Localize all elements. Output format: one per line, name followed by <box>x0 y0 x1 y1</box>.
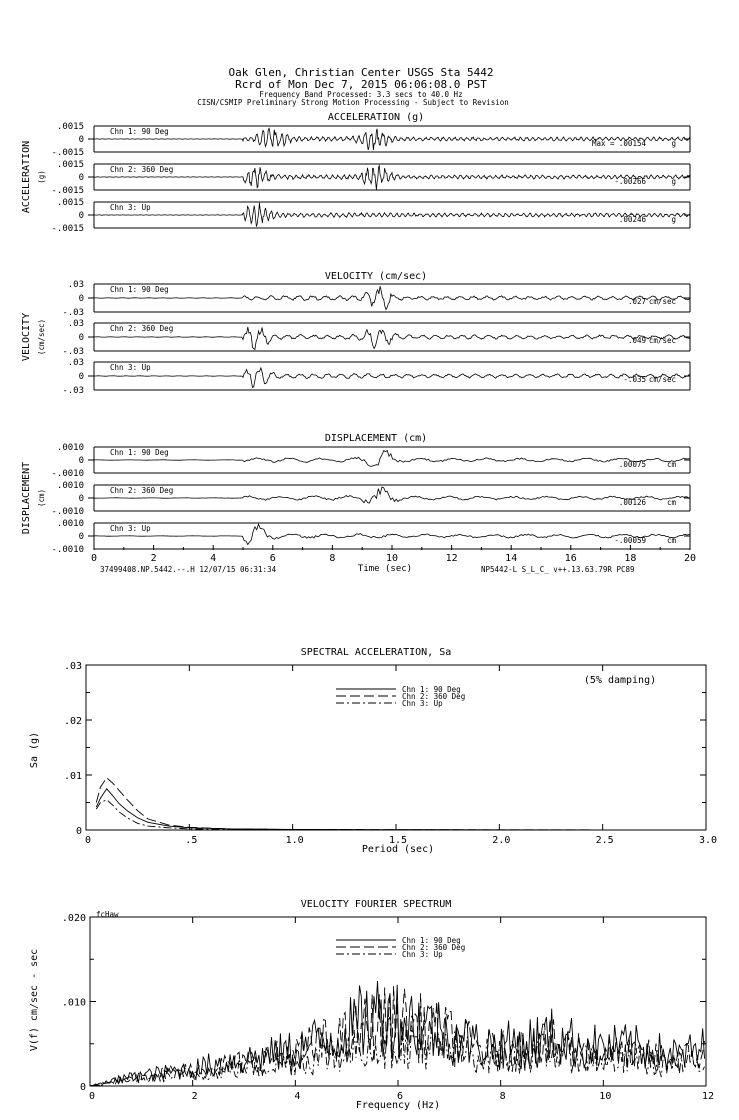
veloc-ytick-zero: 0 <box>78 372 84 382</box>
displ-ytick-top: .0010 <box>56 519 84 529</box>
veloc-channel-label: Chn 2: 360 Deg <box>110 324 174 333</box>
spectral-xtick-label: 0 <box>84 835 92 846</box>
accel-channel-peak: .00246 <box>618 215 646 224</box>
displ-channel-unit: cm <box>666 536 676 545</box>
fourier-xtick-label: 2 <box>191 1091 198 1102</box>
veloc-side-unit: (cm/sec) <box>37 318 46 356</box>
displ-channel-unit: cm <box>666 498 676 507</box>
spectral-ytick-label: .02 <box>63 716 82 727</box>
spectral-legend-label: Chn 1: 90 Deg <box>402 685 461 694</box>
time-tick-label: 8 <box>329 553 336 564</box>
displ-side-label: DISPLACEMENT <box>21 461 32 535</box>
footer-right: NP5442-L S_L_C_ v++.13.63.79R PC89 <box>481 565 635 574</box>
veloc-ytick-zero: 0 <box>78 294 84 304</box>
accel-channel-unit: g <box>671 177 676 186</box>
accel-ytick-bottom: -.0015 <box>51 186 84 196</box>
displacement-panel <box>21 433 690 555</box>
displ-ytick-bottom: -.0010 <box>51 545 84 555</box>
sa-xlabel: Period (sec) <box>361 844 435 855</box>
accel-ytick-bottom: -.0015 <box>51 224 84 234</box>
velocity-fourier-chart <box>29 899 714 1111</box>
time-tick-label: 12 <box>445 553 458 564</box>
spectral-series-line <box>96 789 706 830</box>
fs-title: VELOCITY FOURIER SPECTRUM <box>300 899 452 910</box>
veloc-channel-peak: -.035 <box>623 375 646 384</box>
displ-channel-peak: .00126 <box>618 498 646 507</box>
frequency-band: Frequency Band Processed: 3.3 secs to 40.0 Hz <box>259 90 463 99</box>
sa-damping: (5% damping) <box>583 675 657 686</box>
fourier-ytick-label: .020 <box>61 913 86 924</box>
displ-side-unit: (cm) <box>37 488 46 508</box>
displ-ytick-top: .0010 <box>56 443 84 453</box>
veloc-trace <box>94 286 690 309</box>
accel-ytick-top: .0015 <box>56 160 84 170</box>
spectral-xtick-label: 2.5 <box>595 835 614 846</box>
spectral-xtick-label: 1.5 <box>388 835 408 846</box>
acceleration-panel <box>21 112 690 234</box>
accel-max-prefix: Max = <box>592 139 615 148</box>
accel-side-label: ACCELERATION <box>21 140 32 214</box>
displ-trace <box>94 524 689 545</box>
veloc-channel-label: Chn 3: Up <box>110 363 151 372</box>
displ-trace <box>94 451 689 467</box>
accel-ytick-top: .0015 <box>56 198 84 208</box>
spectral-ytick-label: 0 <box>75 826 82 837</box>
fourier-legend-label: Chn 1: 90 Deg <box>402 936 461 945</box>
time-tick-label: 4 <box>210 553 217 564</box>
sa-title: SPECTRAL ACCELERATION, Sa <box>300 647 452 658</box>
velocity-panel <box>21 271 690 396</box>
displ-channel-unit: cm <box>666 460 676 469</box>
spectral-xtick-label: 3.0 <box>698 835 718 846</box>
fourier-xtick-label: 12 <box>701 1091 715 1102</box>
veloc-channel-peak: .027 <box>627 297 646 306</box>
fourier-xtick-label: 4 <box>294 1091 301 1102</box>
veloc-ytick-bottom: -.03 <box>62 386 84 396</box>
fs-xlabel: Frequency (Hz) <box>355 1100 441 1111</box>
accel-channel-label: Chn 2: 360 Deg <box>110 165 174 174</box>
footer-left: 37499408.NP.5442.--.H 12/07/15 06:31:34 <box>100 565 277 574</box>
spectral-xtick-label: 1.0 <box>285 835 304 846</box>
time-tick-label: 16 <box>564 553 577 564</box>
displ-channel-label: Chn 2: 360 Deg <box>110 486 174 495</box>
time-tick-label: 20 <box>683 553 697 564</box>
fs-ylabel: V(f) cm/sec - sec <box>29 948 40 1052</box>
spectral-legend-label: Chn 3: Up <box>402 699 443 708</box>
fourier-ytick-label: .010 <box>61 997 86 1009</box>
fs-corner-tag: fcHaw <box>96 910 119 919</box>
spectral-plot-frame <box>86 665 706 830</box>
displ-ytick-zero: 0 <box>78 532 84 542</box>
accel-channel-label: Chn 3: Up <box>110 203 151 212</box>
displ-channel-label: Chn 3: Up <box>110 524 151 533</box>
displ-ytick-zero: 0 <box>78 494 84 504</box>
accel-ytick-top: .0015 <box>56 122 84 132</box>
displ-ytick-zero: 0 <box>78 456 84 466</box>
accel-channel-peak: .00154 <box>618 139 646 148</box>
accel-channel-label: Chn 1: 90 Deg <box>110 127 169 136</box>
accel-trace <box>94 203 690 227</box>
accel-ytick-zero: 0 <box>78 135 84 145</box>
accel-channel-peak: -.00266 <box>614 177 646 186</box>
fourier-xtick-label: 8 <box>499 1091 506 1102</box>
veloc-ytick-zero: 0 <box>78 333 84 343</box>
veloc-title: VELOCITY (cm/sec) <box>324 271 428 282</box>
spectral-ytick-label: .01 <box>63 771 82 782</box>
veloc-channel-label: Chn 1: 90 Deg <box>110 285 169 294</box>
accel-channel-unit: g <box>671 139 676 148</box>
veloc-ytick-bottom: -.03 <box>62 347 84 357</box>
accel-side-unit: (g) <box>37 170 46 184</box>
record-time: Rcrd of Mon Dec 7, 2015 06:06:08.0 PST <box>235 78 487 91</box>
displ-ytick-top: .0010 <box>56 481 84 491</box>
veloc-channel-peak: .049 <box>627 336 646 345</box>
veloc-ytick-top: .03 <box>67 280 84 290</box>
accel-title: ACCELERATION (g) <box>327 112 425 123</box>
veloc-trace <box>94 368 690 388</box>
time-tick-label: 14 <box>505 553 518 564</box>
spectral-series-line <box>96 778 706 830</box>
fourier-xtick-label: 6 <box>396 1091 404 1102</box>
spectral-ytick-label: .03 <box>63 661 82 672</box>
fourier-series-line <box>90 1017 705 1086</box>
veloc-channel-unit: cm/sec <box>648 336 676 345</box>
veloc-ytick-bottom: -.03 <box>62 308 84 318</box>
spectral-acceleration-chart <box>29 647 717 855</box>
displ-ytick-bottom: -.0010 <box>51 469 84 479</box>
spectral-xtick-label: .5 <box>185 835 198 846</box>
spectral-legend-label: Chn 2: 360 Deg <box>402 692 466 701</box>
displ-ytick-bottom: -.0010 <box>51 507 84 517</box>
veloc-channel-unit: cm/sec <box>648 297 676 306</box>
fourier-xtick-label: 0 <box>88 1091 96 1102</box>
accel-ytick-zero: 0 <box>78 173 84 183</box>
veloc-trace <box>94 327 690 349</box>
time-tick-label: 0 <box>90 553 98 564</box>
displ-channel-peak: -.00059 <box>614 536 646 545</box>
veloc-channel-unit: cm/sec <box>648 375 676 384</box>
veloc-ytick-top: .03 <box>67 358 84 368</box>
displ-trace <box>94 487 689 503</box>
processing-note: CISN/CSMIP Preliminary Strong Motion Processing - Subject to Revision <box>197 98 509 107</box>
displ-channel-label: Chn 1: 90 Deg <box>110 448 169 457</box>
accel-ytick-bottom: -.0015 <box>51 148 84 158</box>
displ-channel-peak: .00075 <box>618 460 646 469</box>
time-axis-label: Time (sec) <box>357 564 413 574</box>
time-tick-label: 18 <box>624 553 637 564</box>
spectral-series-line <box>96 800 706 830</box>
fourier-ytick-label: 0 <box>79 1082 86 1093</box>
fourier-legend-label: Chn 3: Up <box>402 950 443 959</box>
fourier-legend-label: Chn 2: 360 Deg <box>402 943 466 952</box>
accel-channel-unit: g <box>671 215 676 224</box>
fourier-xtick-label: 10 <box>599 1091 612 1102</box>
displ-title: DISPLACEMENT (cm) <box>324 433 428 444</box>
station-title: Oak Glen, Christian Center USGS Sta 5442 <box>228 66 494 79</box>
accel-trace <box>94 166 690 190</box>
time-tick-label: 10 <box>385 553 399 564</box>
accel-ytick-zero: 0 <box>78 211 84 221</box>
veloc-ytick-top: .03 <box>67 319 84 329</box>
time-tick-label: 6 <box>269 553 276 564</box>
sa-ylabel: Sa (g) <box>29 731 40 769</box>
spectral-xtick-label: 2.0 <box>492 835 511 846</box>
veloc-side-label: VELOCITY <box>21 312 32 362</box>
time-tick-label: 2 <box>150 553 157 564</box>
